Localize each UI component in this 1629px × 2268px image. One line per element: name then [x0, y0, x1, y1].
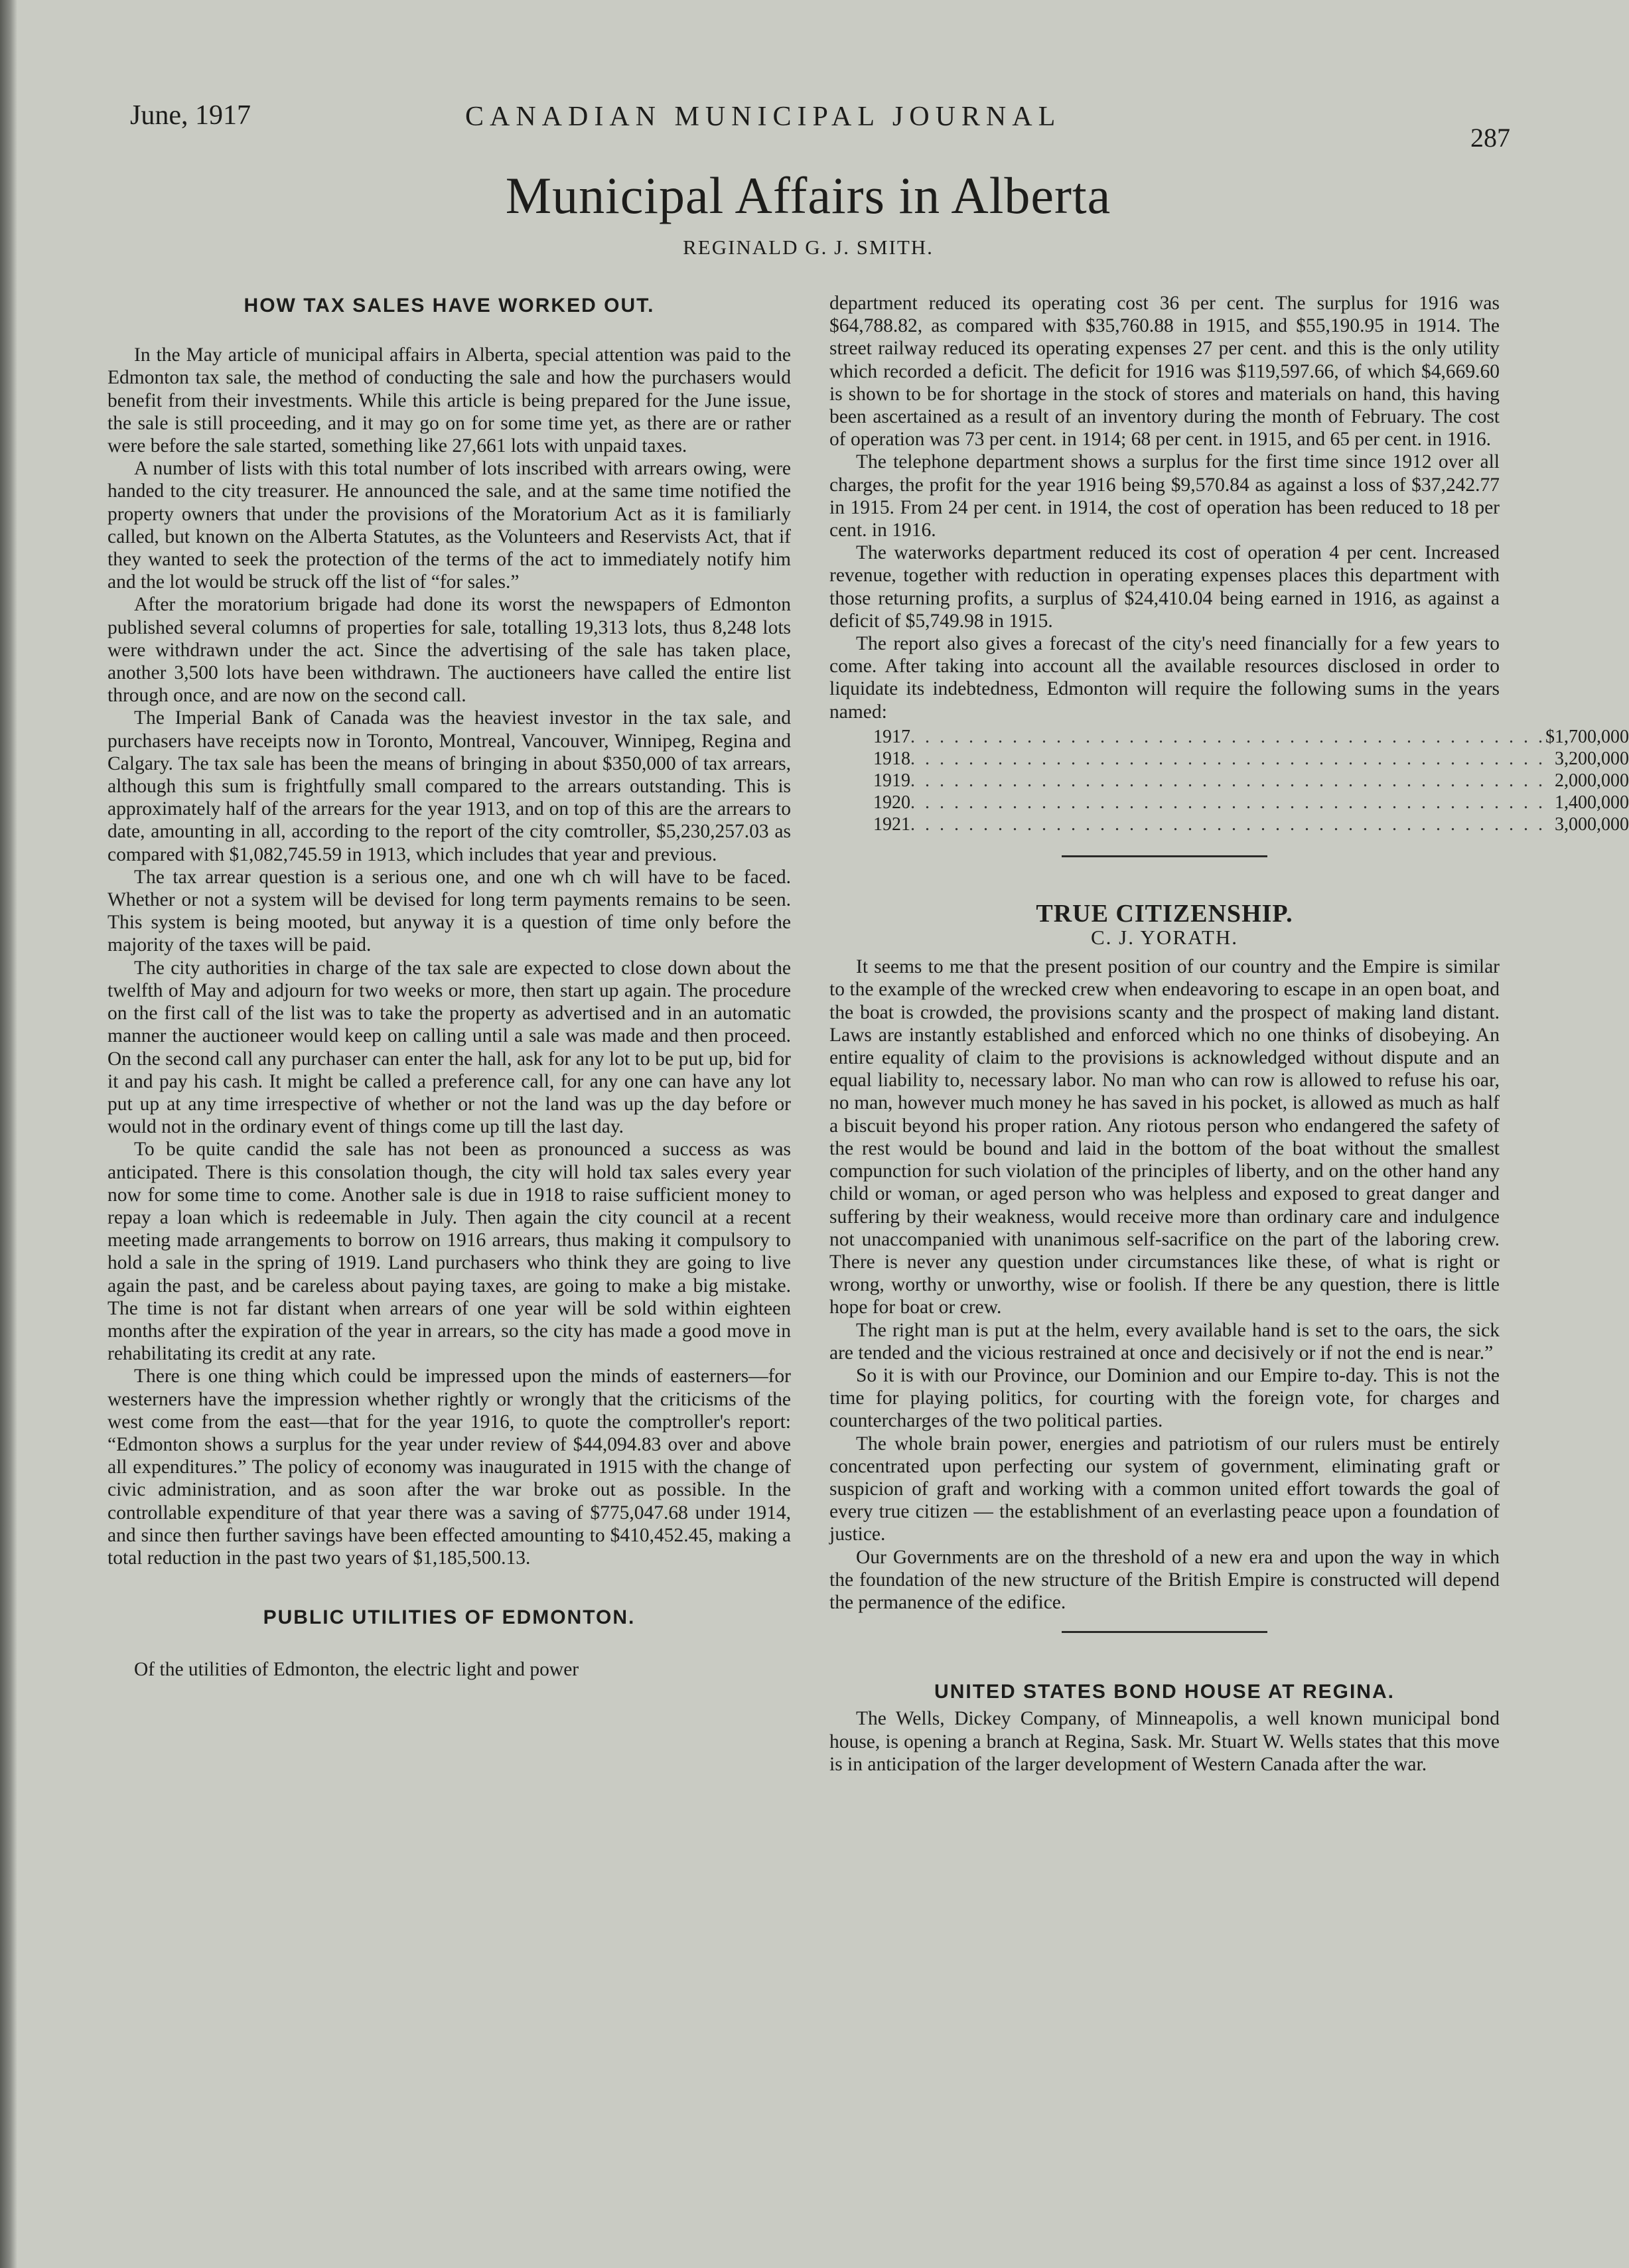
table-row — [873, 726, 1629, 748]
true-citizenship-paragraph: The whole brain power, energies and patriotism of our rulers must be entirely concentrated upon perfecting our system of government, eliminating graft or suspicion of graft and working with a common united effort towards the goal of every true citizen — the establishment of an everlasting peace upon a foundation of justice. — [829, 1433, 1500, 1545]
section-heading-public-utilities: PUBLIC UTILITIES OF EDMONTON. — [263, 1606, 636, 1629]
page-binding-shadow — [0, 0, 17, 2268]
left-column — [107, 292, 791, 1681]
section-heading-true-citizenship: TRUE CITIZENSHIP. — [1036, 899, 1293, 928]
dot-leader: . . . . . . . . . . . . . . . . . . . . . . . . . . . . . . . . . . . . . . . . . . . . — [910, 770, 1545, 791]
tax-sales-paragraph: The city authorities in charge of the tax sale are expected to close down about the twelfth of May and adjourn for two weeks or more, then start up again. The procedure on the first call of the list was to take the property as advertised and in an automatic manner the auctioneer would keep on calling until a sale was made and then proceed. On the second call any purchaser can enter the hall, ask for any lot to be put up, bid for it and pay his cash. It might be called a preference call, for any one can have any lot put up at any time irrespective of whether or not the land was up the day before or would not in the ordinary event of things come up till the last day. — [107, 957, 791, 1138]
page-number: 287 — [1470, 123, 1510, 153]
section-divider — [1062, 855, 1267, 857]
article-byline: REGINALD G. J. SMITH. — [683, 236, 934, 259]
tax-sales-paragraph: There is one thing which could be impressed upon the minds of easterners—for westerners have the impression whether rightly or wrongly that the criticisms of the west come from the east—that for the year 1916, to quote the comptroller's report: “Edmonton shows a surplus for the year under review of $44,094.83 over and above all expenditures.” The policy of economy was inaugurated in 1915 with the change of civic administration, and as soon after the war broke out as possible. In the controllable expenditure of that year there was a saving of $775,047.68 under 1914, and since then further savings have been effected amounting to $410,452.45, making a total reduction in the past two years of $1,185,500.13. — [107, 1366, 791, 1569]
issue-date: June, 1917 — [130, 100, 251, 131]
utilities-paragraph: The report also gives a forecast of the city's need financially for a few years to come. After taking into account all the available resources disclosed in order to liquidate its indebtedness, Edmonton will require the following sums in the years named: — [829, 633, 1500, 723]
amount-cell: 3,200,000 — [1555, 748, 1629, 769]
year-cell: 1920 — [873, 792, 910, 813]
dot-leader: . . . . . . . . . . . . . . . . . . . . . . . . . . . . . . . . . . . . . . . . . . . . — [910, 748, 1545, 769]
table-row — [873, 770, 1629, 792]
year-cell: 1921 — [873, 814, 910, 835]
running-head — [130, 93, 1510, 153]
utilities-paragraph: department reduced its operating cost 36 per cent. The surplus for 1916 was $64,788.82, as compared with $35,760.88 in 1915, and $55,190.95 in 1914. The street railway reduced its operating expenses 27 per cent. and this is the only utility which recorded a deficit. The deficit for 1916 was $119,597.66, of which $4,669.60 is shown to be for shortage in the stock of stores and materials on hand, this having been ascertained as a result of an inventory during the month of February. The cost of operation was 73 per cent. in 1914; 68 per cent. in 1915, and 65 per cent. in 1916. — [829, 293, 1500, 451]
table-row — [873, 792, 1629, 814]
true-citizenship-paragraph: The right man is put at the helm, every available hand is set to the oars, the sick are tended and the vicious restrained at once and decisively or if not the end is near.” — [829, 1319, 1500, 1364]
year-cell: 1917 — [873, 726, 910, 747]
table-row — [873, 814, 1629, 835]
section-heading-tax-sales: HOW TAX SALES HAVE WORKED OUT. — [244, 295, 655, 317]
utilities-paragraph: The telephone department shows a surplus for the first time since 1912 over all charges, the profit for the year 1916 being $9,570.84 as against a loss of $37,242.77 in 1915. From 24 per cent. in 1914, the cost of operation has been reduced to 18 per cent. in 1916. — [829, 451, 1500, 541]
bond-house-paragraph: The Wells, Dickey Company, of Minneapolis, a well known municipal bond house, is opening a branch at Regina, Sask. Mr. Stuart W. Wells states that this move is in anticipation of the larger development of Western Canada after the war. — [829, 1708, 1500, 1775]
year-cell: 1919 — [873, 770, 910, 791]
tax-sales-paragraph: In the May article of municipal affairs in Alberta, special attention was paid to the Edmonton tax sale, the method of conducting the sale and how the purchasers would benefit from their investments. While this article is being prepared for the June issue, the sale is still proceeding, and it may go on for some time yet, as there are or rather were before the sale started, something like 27,661 lots with unpaid taxes. — [107, 344, 791, 457]
amount-cell: 2,000,000 — [1555, 770, 1629, 791]
true-citizenship-author: C. J. YORATH. — [1090, 926, 1239, 950]
table-row — [873, 748, 1629, 770]
dot-leader: . . . . . . . . . . . . . . . . . . . . . . . . . . . . . . . . . . . . . . . . . . . . — [910, 814, 1545, 835]
true-citizenship-paragraph: It seems to me that the present position of our country and the Empire is similar to the example of the wrecked crew when endeavoring to escape in an open boat, and the boat is crowded, the provisions scanty and the prospect of making land distant. Laws are instantly established and enforced which no one thinks of disobeying. An entire equality of claim to the provisions is acknowledged without dispute and an equal liability to, necessary labor. No man who can row is allowed to refuse his oar, no man, however much money he has saved in his pocket, is allowed as much as half a biscuit beyond his proper ration. Any riotous person who endangered the safety of the rest would be bound and laid in the bottom of the boat without the smallest compunction for such violation of the principles of liberty, and on the other hand any child or woman, or aged person who was helpless and exposed to great danger and suffering by their weakness, would receive more than ordinary care and indulgence not unaccompanied with unanimous self-sacrifice on the part of the laboring crew. There is never any question under circumstances like these, of what is right or wrong, worthy or unworthy, wise or foolish. If there be any question, there is little hope for boat or crew. — [829, 956, 1500, 1318]
utilities-paragraph: The waterworks department reduced its cost of operation 4 per cent. Increased revenue, together with reduction in operating expenses places this department with those returning profits, a surplus of $24,410.04 being earned in 1916, as against a deficit of $5,749.98 in 1915. — [829, 542, 1500, 632]
tax-sales-paragraph: After the moratorium brigade had done its worst the newspapers of Edmonton published several columns of properties for sale, totalling 19,313 lots, thus 8,248 lots were withdrawn under the act. Since the advertising of the sale has taken place, another 3,500 lots have been withdrawn. The auctioneers have called the entire list through once, and are now on the second call. — [107, 594, 791, 707]
amount-cell: $1,700,000 — [1545, 726, 1629, 747]
right-column — [829, 292, 1629, 1776]
section-divider — [1062, 1631, 1267, 1633]
article-title: Municipal Affairs in Alberta — [505, 167, 1111, 224]
utilities-paragraph: Of the utilities of Edmonton, the electric light and power — [134, 1659, 579, 1681]
amount-cell: 3,000,000 — [1555, 814, 1629, 835]
dot-leader: . . . . . . . . . . . . . . . . . . . . . . . . . . . . . . . . . . . . . . . . . . . . — [910, 792, 1545, 813]
required-sums-table — [873, 726, 1629, 835]
amount-cell: 1,400,000 — [1555, 792, 1629, 813]
section-heading-bond-house: UNITED STATES BOND HOUSE AT REGINA. — [934, 1681, 1395, 1703]
tax-sales-paragraph: The Imperial Bank of Canada was the heaviest investor in the tax sale, and purchasers have receipts now in Toronto, Montreal, Vancouver, Winnipeg, Regina and Calgary. The tax sale has been the means of bringing in about $350,000 of tax arrears, although this sum is frightfully small compared to the arrears outstanding. This is approximately half of the arrears for the year 1913, and on top of this are the arrears to date, amounting in all, according to the report of the city comtroller, $5,230,257.03 as compared with $1,082,745.59 in 1913, which includes that year and previous. — [107, 707, 791, 865]
true-citizenship-paragraph: Our Governments are on the threshold of a new era and upon the way in which the foundation of the new structure of the British Empire is constructed will depend the permanence of the edifice. — [829, 1546, 1500, 1613]
tax-sales-paragraph: A number of lists with this total number of lots inscribed with arrears owing, were handed to the city treasurer. He announced the sale, and at the same time notified the property owners that under the provisions of the Moratorium Act as it is familiarly called, but known on the Alberta Statutes, as the Volunteers and Reservists Act, that if they wanted to seek the protection of the terms of the act to immediately notify him and the lot would be struck off the list of “for sales.” — [107, 458, 791, 593]
dot-leader: . . . . . . . . . . . . . . . . . . . . . . . . . . . . . . . . . . . . . . . . . . . . — [910, 726, 1545, 747]
true-citizenship-paragraph: So it is with our Province, our Dominion and our Empire to-day. This is not the time for playing politics, for courting with the foreign vote, for charges and countercharges of the two political parties. — [829, 1364, 1500, 1432]
journal-name: CANADIAN MUNICIPAL JOURNAL — [465, 102, 1062, 132]
tax-sales-paragraph: To be quite candid the sale has not been as pronounced a success as was anticipated. There is this consolation though, the city will hold tax sales every year now for some time to come. Another sale is due in 1918 to raise sufficient money to repay a loan which is redeemable in July. Then again the city council at a recent meeting made arrangements to borrow on 1916 arrears, thus making it compulsory to hold a sale in the spring of 1919. Land purchasers who think they are going to live again the past, and be careless about paying taxes, are going to make a big mistake. The time is not far distant when arrears of one year will be sold within eighteen months after the expiration of the year in arrears, so the city has made a good move in rehabilitating its credit at any rate. — [107, 1139, 791, 1365]
year-cell: 1918 — [873, 748, 910, 769]
tax-sales-paragraph: The tax arrear question is a serious one, and one wh ch will have to be faced. Whether or not a system will be devised for long term payments remains to be seen. This system is being mooted, but anyway it is a question of time only before the majority of the taxes will be paid. — [107, 866, 791, 956]
